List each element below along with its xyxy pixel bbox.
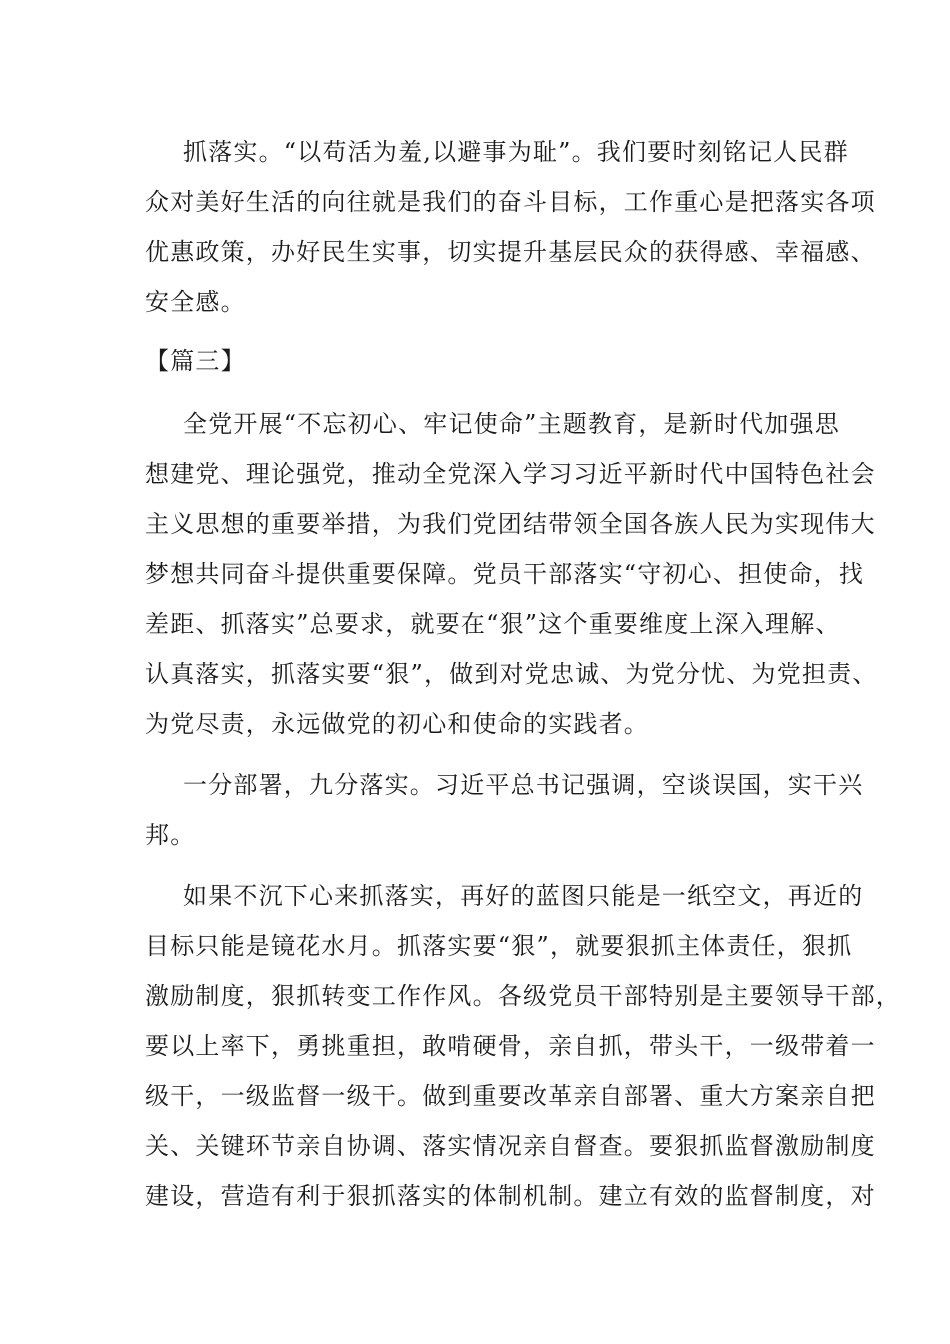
section-heading: 【篇三】 [145, 347, 246, 375]
text-line: 主义思想的重要举措，为我们党团结带领全国各族人民为实现伟大 [145, 510, 876, 538]
text-line: 为党尽责，永远做党的初心和使命的实践者。 [145, 710, 649, 738]
text-line: 邦。 [145, 821, 196, 849]
text-line: 抓落实。“以苟活为羞,以避事为耻”。我们要时刻铭记人民群 [183, 138, 849, 166]
text-line: 梦想共同奋斗提供重要保障。党员干部落实“守初心、担使命，找 [145, 560, 865, 588]
text-line: 要以上率下，勇挑重担，敢啃硬骨，亲自抓，带头干，一级带着一 [145, 1032, 876, 1060]
text-line: 关、关键环节亲自协调、落实情况亲自督查。要狠抓监督激励制度 [145, 1132, 876, 1160]
text-line: 如果不沉下心来抓落实，再好的蓝图只能是一纸空文，再近的 [183, 882, 864, 910]
text-line: 差距、抓落实”总要求，就要在“狠”这个重要维度上深入理解、 [145, 610, 841, 638]
text-line: 一分部署，九分落实。习近平总书记强调，空谈误国，实干兴 [183, 771, 864, 799]
text-line: 目标只能是镜花水月。抓落实要“狠”，就要狠抓主体责任，狠抓 [145, 932, 853, 960]
text-line: 级干，一级监督一级干。做到重要改革亲自部署、重大方案亲自把 [145, 1082, 876, 1110]
text-line: 激励制度，狠抓转变工作作风。各级党员干部特别是主要领导干部， [145, 982, 901, 1010]
text-line: 安全感。 [145, 288, 246, 316]
text-line: 全党开展“不忘初心、牢记使命”主题教育，是新时代加强思 [183, 410, 840, 438]
text-line: 众对美好生活的向往就是我们的奋斗目标，工作重心是把落实各项 [145, 188, 876, 216]
text-line: 认真落实，抓落实要“狠”，做到对党忠诚、为党分忧、为党担责、 [145, 660, 878, 688]
text-line: 建设，营造有利于狠抓落实的体制机制。建立有效的监督制度，对 [145, 1182, 876, 1210]
text-line: 优惠政策，办好民生实事，切实提升基层民众的获得感、幸福感、 [145, 238, 876, 266]
text-line: 想建党、理论强党，推动全党深入学习习近平新时代中国特色社会 [145, 460, 876, 488]
